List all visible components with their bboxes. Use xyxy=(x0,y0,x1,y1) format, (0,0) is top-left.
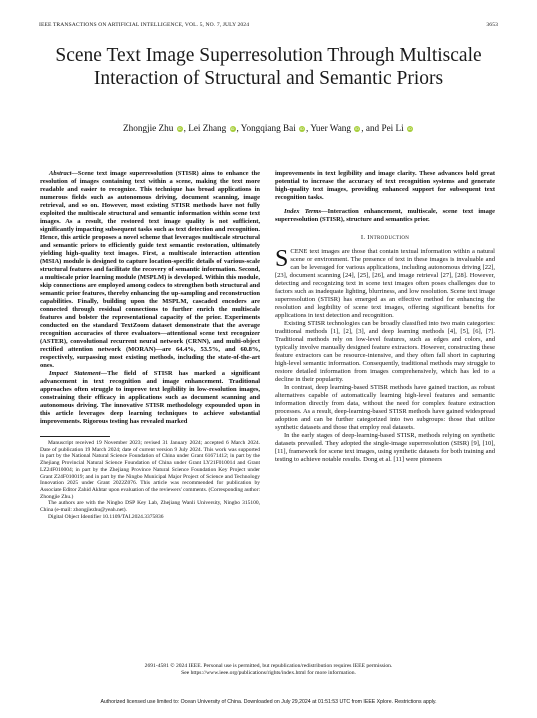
impact-statement: Impact Statement—The field of STISR has marked a significant advancement in text recognition and image enhancement. Traditional approaches often struggle to improve text legibility in low-resolution images, constraining their efficacy in applications such as document scanning and autonomous driving. The innovative STISR methodology expounded upon in this article leverages deep learning techniques to achieve substantial improvements. Rigorous testing has revealed marked xyxy=(40,370,260,425)
license-notice: Authorized licensed use limited to: Ocean University of China. Downloaded on July 29,2024 at 01:51:53 UTC from IEEE Xplore. Restrictions apply. xyxy=(100,699,437,705)
footnote-affiliation: The authors are with the Ningbo DSP Key Lab, Zhejiang Wanli University, Ningbo 315100, China (e-mail: zhongjiezhu@yeah.net). xyxy=(40,500,260,514)
abstract: Abstract—Scene text image superresolution (STISR) aims to enhance the resolution of images containing text within a scene, making the text more readable and easier to recognize. This technique has broad applications in numerous fields such as autonomous driving, document scanning, image retrieval, and so on. However, most existing STISR methods have not fully exploited the multiscale structural and semantic information within scene text images. As a result, the restored text image quality is not sufficient, significantly impacting subsequent tasks such as text detection and recognition. Hence, this article proposes a novel scheme that leverages multiscale structural and semantic priors to efficiently guide text semantic restoration, ultimately yielding high-quality text images. First, a multiscale interaction attention (MSIA) module is designed to capture location-specific details of various-scale structural features and facilitate the recovery of semantic information. Second, a multiscale prior learning module (MSPLM) is developed. Within this module, skip connections are employed among codecs to strengthen both structural and semantic prior features, thereby enhancing the up-sampling and reconstruction capabilities. Finally, building upon the MSPLM, cascaded encoders are connected through residual connections to further enrich the multiscale features and bolster the representational capacity of the prior. Experiments conducted on the standard TextZoom dataset demonstrate that the average recognition accuracies of three evaluators—attentional scene text recognizer (ASTER), convolutional recurrent neural network (CRNN), and multi-object rectified attention network (MORAN)—are 64.4%, 53.5%, and 60.8%, respectively, surpassing most existing methods, including the state-of-the-art ones. xyxy=(40,170,260,369)
page-number: 3653 xyxy=(486,22,498,28)
footnote-divider xyxy=(40,436,110,437)
orcid-icon[interactable]: iD xyxy=(408,126,412,131)
author[interactable]: Yuer Wang iD xyxy=(310,123,360,133)
copyright-footer xyxy=(40,663,497,677)
paper-title: Scene Text Image Superresolution Through Multiscale Interaction of Structural and Semantic Priors xyxy=(55,45,482,89)
copyright-line: 2691-4581 © 2024 IEEE. Personal use is permitted, but republication/redistribution requires IEEE permission. xyxy=(144,663,393,669)
footnote-doi[interactable]: Digital Object Identifier 10.1109/TAI.2024.3375836 xyxy=(48,513,164,520)
orcid-icon[interactable]: iD xyxy=(355,126,360,131)
author[interactable]: Lei Zhang iD xyxy=(188,123,235,133)
index-terms: Index Terms—Interaction enhancement, multiscale, scene text image superresolution (STISR), structure and semantics prior. xyxy=(275,208,495,223)
author[interactable]: Zhongjie Zhu iD xyxy=(123,123,182,133)
author[interactable]: Yongqiang Bai iD xyxy=(240,123,304,133)
orcid-icon[interactable]: iD xyxy=(177,126,182,131)
impact-statement-continued: improvements in text legibility and image clarity. These advances hold great potential to increase the accuracy of text recognition systems and generate high-quality text images, providing enhanced support for subsequent text recognition tasks. xyxy=(275,170,495,201)
intro-paragraph: Existing STISR technologies can be broadly classified into two main categories: traditional methods [1], [2], [3], and deep learning methods [4], [5], [6], [7]. Traditional methods rely on low-level features, such as edges and colors, and typically involve manually designed feature extractors. However, constructing these feature extractors can be resource-intensive, and they often fall short in capturing high-level semantic information. Consequently, traditional methods may struggle to restore detailed information from images comprehensively, which has led to a decline in their popularity. xyxy=(275,320,495,383)
drop-cap: S xyxy=(275,246,289,272)
footnote-manuscript: Manuscript received 19 November 2023; revised 31 January 2024; accepted 6 March 2024. Date of publication 19 March 2024; date of current version 9 July 2024. This work was supported in part by the National Natural Science Foundation of China under Grant 61671412; in part by the Zhejiang Provincial Natural Science Foundation of China under Grant LY21F010014 and Grant LZ24F010004; in part by the Zhejiang Province Natural Science Foundation Key Project under Grant Z24F010019; and in part by the Ningbo Municipal Major Project of Science and Technology Innovation 2025 under Grant 2022Z076. This article was recommended for publication by Associate Editor Zahid Akhtar upon evaluation of the reviewers' comments. (Corresponding author: Zhongjie Zhu.) xyxy=(40,440,260,500)
author[interactable]: Pei Li iD xyxy=(381,123,412,133)
author-list: Zhongjie Zhu iD , Lei Zhang iD , Yongqiang Bai iD , Yuer Wang iD , and Pei Li iD xyxy=(40,122,497,134)
orcid-icon[interactable]: iD xyxy=(230,126,235,131)
intro-paragraph: In contrast, deep learning-based STISR methods have gained traction, as robust alternatives capable of automatically learning high-level features and semantic information directly from data, without the need for complex feature extraction processes. As a result, deep-learning-based STISR methods have gained widespread adoption and can be further categorized into two subgroups: those that utilize synthetic datasets and those that employ real datasets. xyxy=(275,384,495,431)
orcid-icon[interactable]: iD xyxy=(300,126,304,131)
left-column xyxy=(40,170,260,520)
intro-paragraph: In the early stages of deep-learning-based STISR, methods relying on synthetic datasets prevailed. They adopted the single-image superresolution (SISR) [9], [10], [11], framework for scene text images, using synthetic datasets for both training and testing to achieve notable results. Dong et al. [11] were pioneers xyxy=(275,432,495,463)
running-header: IEEE TRANSACTIONS ON ARTIFICIAL INTELLIGENCE, VOL. 5, NO. 7, JULY 2024 xyxy=(39,22,250,28)
rights-link[interactable]: See https://www.ieee.org/publications/rights/index.html for more information. xyxy=(181,670,356,676)
section-heading: I. Introduction xyxy=(360,234,410,241)
right-column xyxy=(275,170,495,464)
intro-paragraph: SCENE text images are those that contain textual information within a natural scene or environment. The presence of text in these images is invaluable and can be leveraged for various applications, including autonomous driving [22], [23], document scanning [24], [25], [26], and image retrieval [27], [28]. However, detecting and recognizing text in scene text images often poses challenges due to factors such as inadequate lighting, blurriness, and low resolution. Scene text image superresolution (STISR) has emerged as an effective method for enhancing the resolution and legibility of scene text images, offering significant benefits for applications in text detection and recognition. xyxy=(275,246,495,319)
